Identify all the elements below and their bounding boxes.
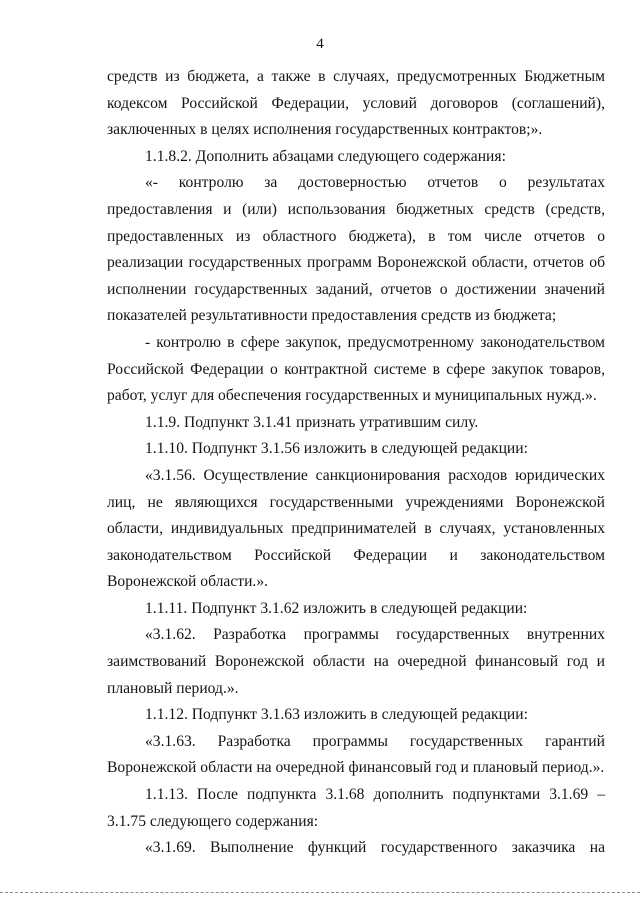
paragraph-3-1-62: «3.1.62. Разработка программы государственных внутренних заимствований Воронежской области на очередной финансовый год и плановый период.». bbox=[107, 626, 605, 697]
paragraph-3-1-69: «3.1.69. Выполнение функций государственного заказчика на bbox=[145, 839, 605, 857]
paragraph-1-1-10: 1.1.10. Подпункт 3.1.56 изложить в следующей редакции: bbox=[145, 440, 528, 458]
paragraph-1-1-13: 1.1.13. После подпункта 3.1.68 дополнить подпунктами 3.1.69 – 3.1.75 следующего содержания: bbox=[107, 786, 605, 830]
paragraph-1-1-11: 1.1.11. Подпункт 3.1.62 изложить в следующей редакции: bbox=[145, 599, 528, 617]
paragraph-reports-control: «- контролю за достоверностью отчетов о результатах предоставления и (или) использования бюджетных средств (средств, предоставленных из областного бюджета), в том числе отчетов о реализации государственных программ Воронежской области, отчетов об исполнении государственных заданий, отчетов о достижении значений показателей результативности предоставления средств из бюджета; bbox=[107, 174, 605, 325]
paragraph-procurement-control: - контролю в сфере закупок, предусмотренному законодательством Российской Федерации о контрактной системе в сфере закупок товаров, работ, услуг для обеспечения государственных и муниципальных нужд.». bbox=[107, 333, 605, 405]
paragraph-3-1-56: «3.1.56. Осуществление санкционирования расходов юридических лиц, не являющихся государственными учреждениями Воронежской области, индивидуальных предпринимателей в случаях, установленных законодательством Российской Федерации и законодательством Воронежской области.». bbox=[107, 466, 605, 591]
paragraph-3-1-63: «3.1.63. Разработка программы государственных гарантий Воронежской области на очередной финансовый год и плановый период.». bbox=[107, 732, 605, 777]
paragraph-1-1-8-2: 1.1.8.2. Дополнить абзацами следующего содержания: bbox=[145, 147, 506, 165]
page-number: 4 bbox=[316, 36, 324, 52]
paragraph-1-1-12: 1.1.12. Подпункт 3.1.63 изложить в следующей редакции: bbox=[145, 706, 528, 724]
paragraph-budget-funds: средств из бюджета, а также в случаях, предусмотренных Бюджетным кодексом Российской Федерации, условий договоров (соглашений), заключенных в целях исполнения государственных контрактов;». bbox=[107, 68, 605, 139]
document-body bbox=[107, 64, 605, 862]
page-bottom-edge bbox=[0, 892, 640, 893]
paragraph-1-1-9: 1.1.9. Подпункт 3.1.41 признать утратившим силу. bbox=[145, 413, 479, 431]
